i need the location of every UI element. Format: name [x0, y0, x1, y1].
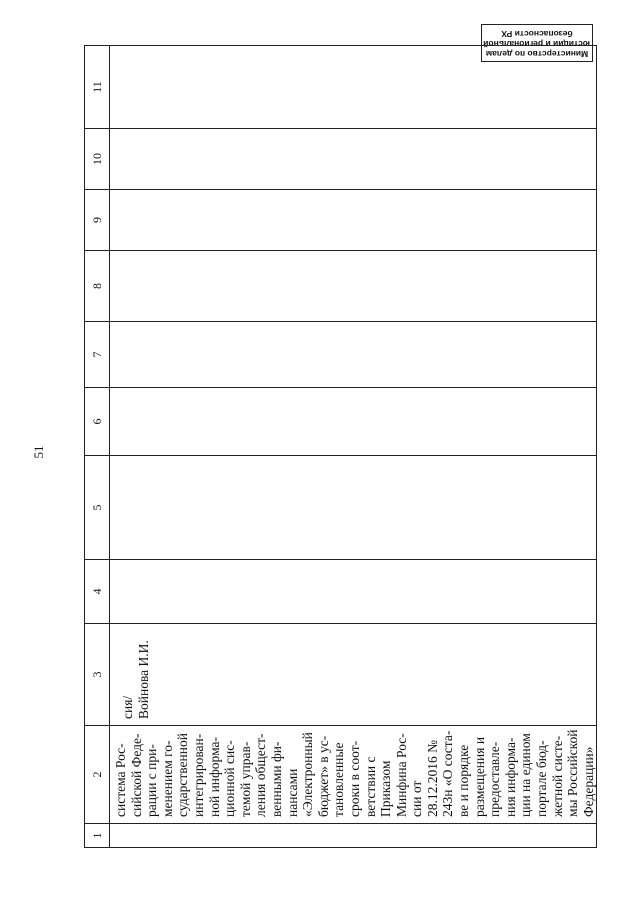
cell-text-line: Войнова И.И.: [136, 640, 151, 719]
cell-text-line: размещения и: [471, 736, 487, 817]
cell-text-line: 243н «О соста-: [440, 730, 456, 817]
cell-text-line: рации с при-: [144, 744, 160, 817]
stamp-line: Министерство по делам: [485, 49, 589, 59]
cell-text-line: сроки в соот-: [346, 740, 362, 817]
cell-text-line: ции на едином: [518, 733, 534, 817]
cell-text-line: Минфина Рос-: [393, 733, 409, 817]
cell-text-line: сийской Феде-: [128, 733, 144, 817]
column-header: 5: [85, 456, 110, 560]
cell-text-line: ционной сис-: [222, 740, 238, 817]
cell-text-line: Приказом: [378, 760, 394, 817]
column-header: 3: [85, 624, 110, 726]
document-table-area: [84, 46, 596, 848]
cell-text-line: бюджет» в ус-: [315, 735, 331, 817]
column-header: 10: [85, 129, 110, 190]
cell-text-line: сия/: [120, 695, 135, 719]
table-cell-col5: [110, 456, 597, 560]
column-header: 7: [85, 322, 110, 388]
table-cell-col8: [110, 251, 597, 322]
table-cell-col7: [110, 322, 597, 388]
cell-text-line: предоставле-: [487, 741, 503, 817]
table-cell-col6: [110, 388, 597, 456]
table-cell-col2: [110, 726, 597, 824]
page-number: 51: [31, 445, 46, 459]
cell-text-line: ной информа-: [206, 736, 222, 817]
column-header: 2: [85, 726, 110, 824]
column-header: 11: [85, 46, 110, 129]
table-header-row: [85, 46, 110, 848]
column-header: 4: [85, 560, 110, 624]
rotated-table-container: [84, 46, 596, 848]
cell-text-line: ния информа-: [502, 737, 518, 817]
column-header: 8: [85, 251, 110, 322]
cell-text-line: 28.12.2016 №: [424, 739, 440, 817]
cell-text-line: ветствии с: [362, 756, 378, 817]
cell-text-line: менением го-: [159, 740, 175, 817]
cell-text-line: «Электронный: [300, 732, 316, 817]
cell-text-line: венными фи-: [268, 741, 284, 817]
document-table: [84, 45, 597, 848]
cell-text-line: сударственной: [175, 733, 191, 817]
cell-text-line: система Рос-: [113, 743, 128, 817]
table-cell-col10: [110, 129, 597, 190]
stamp-line: юстиции и региональной: [483, 39, 590, 49]
column-header: 1: [85, 824, 110, 848]
cell-text-line: ления общест-: [253, 733, 269, 817]
cell-text-line: портале бюд-: [534, 740, 550, 817]
cell-text-line: тановленные: [331, 742, 347, 817]
table-cell-col4: [110, 560, 597, 624]
stamp-line: безопасности РХ: [501, 29, 573, 39]
col3-text: [110, 624, 152, 725]
table-cell-col3: [110, 624, 597, 726]
column-header: 9: [85, 190, 110, 251]
column-header: 6: [85, 388, 110, 456]
cell-text-line: сии от: [409, 780, 425, 817]
table-cell-col9: [110, 190, 597, 251]
cell-text-line: нансами: [284, 768, 300, 817]
table-cell-col1: [110, 824, 597, 848]
col2-text: [110, 726, 596, 823]
cell-text-line: мы Российской: [565, 729, 581, 817]
cell-text-line: Федерации»: [580, 746, 596, 817]
table-cell-col11: [110, 46, 597, 129]
cell-text-line: интегрирован-: [190, 733, 206, 817]
table-row: [110, 46, 597, 848]
cell-text-line: жетной систе-: [549, 735, 565, 817]
cell-text-line: ве и порядке: [456, 744, 472, 817]
cell-text-line: темой управ-: [237, 741, 253, 817]
